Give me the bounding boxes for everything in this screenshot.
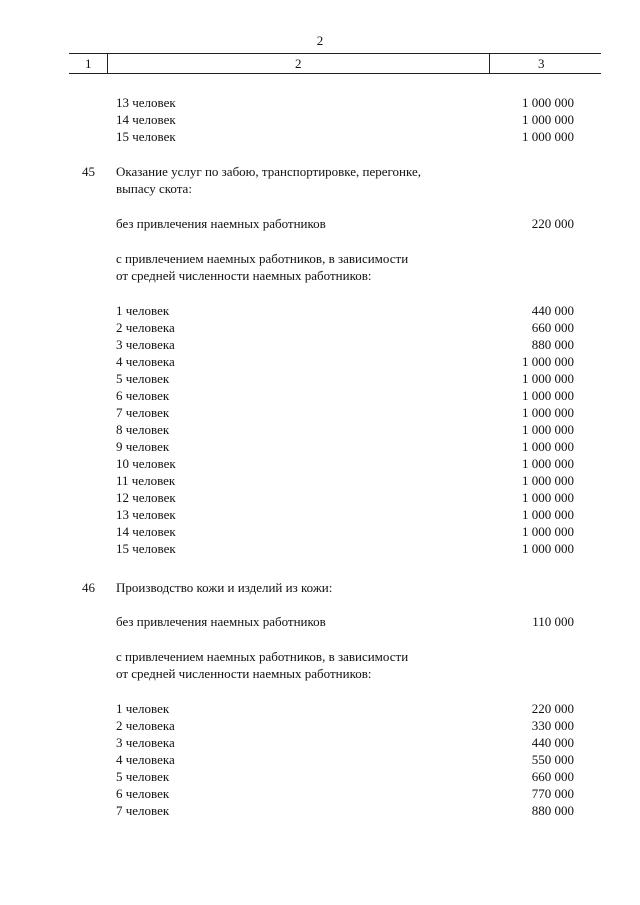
row-label: 11 человек — [116, 473, 176, 488]
row-label: 3 человека — [116, 337, 175, 352]
row-label: 4 человека — [116, 752, 175, 767]
row-amount: 1 000 000 — [522, 354, 574, 369]
row-amount: 1 000 000 — [522, 439, 574, 454]
header-top-rule — [69, 53, 601, 54]
row-label: 7 человек — [116, 803, 170, 818]
row-amount: 1 000 000 — [522, 371, 574, 386]
row-amount: 1 000 000 — [522, 507, 574, 522]
with-workers-text: с привлечением наемных работников, в зависимости — [116, 251, 409, 266]
row-amount: 440 000 — [531, 303, 574, 318]
page-number: 2 — [316, 33, 324, 48]
row-label: 2 человека — [116, 718, 175, 733]
cont-row-amount: 1 000 000 — [522, 112, 574, 127]
column-header — [69, 53, 601, 74]
cont-row-amount: 1 000 000 — [522, 129, 574, 144]
row-label: 6 человек — [116, 388, 170, 403]
no-workers-label: без привлечения наемных работников — [116, 216, 326, 231]
no-workers-amount: 220 000 — [531, 216, 574, 231]
header-divider-2 — [489, 53, 490, 74]
header-col-3: 3 — [538, 56, 545, 71]
row-label: 3 человека — [116, 735, 175, 750]
row-label: 1 человек — [116, 701, 170, 716]
header-col-1: 1 — [85, 56, 92, 71]
header-col-2: 2 — [295, 56, 302, 71]
row-amount: 1 000 000 — [522, 422, 574, 437]
row-label: 6 человек — [116, 786, 170, 801]
row-amount: 220 000 — [531, 701, 574, 716]
with-workers-text: от средней численности наемных работников: — [116, 666, 372, 681]
row-label: 10 человек — [116, 456, 176, 471]
row-label: 1 человек — [116, 303, 170, 318]
with-workers-text: с привлечением наемных работников, в зависимости — [116, 649, 409, 664]
no-workers-amount: 110 000 — [532, 614, 574, 629]
row-amount: 880 000 — [531, 337, 574, 352]
row-amount: 1 000 000 — [522, 473, 574, 488]
cont-row-label: 14 человек — [116, 112, 176, 127]
header-bottom-rule — [69, 73, 601, 74]
row-label: 2 человека — [116, 320, 175, 335]
header-divider-1 — [107, 53, 108, 74]
row-amount: 660 000 — [531, 320, 574, 335]
row-label: 7 человек — [116, 405, 170, 420]
cont-row-label: 13 человек — [116, 95, 176, 110]
row-label: 12 человек — [116, 490, 176, 505]
cont-row-label: 15 человек — [116, 129, 176, 144]
row-amount: 550 000 — [531, 752, 574, 767]
no-workers-label: без привлечения наемных работников — [116, 614, 326, 629]
row-amount: 330 000 — [531, 718, 574, 733]
row-amount: 1 000 000 — [522, 388, 574, 403]
row-amount: 1 000 000 — [522, 405, 574, 420]
row-label: 4 человека — [116, 354, 175, 369]
row-amount: 1 000 000 — [522, 541, 574, 556]
row-label: 9 человек — [116, 439, 170, 454]
item-title: Оказание услуг по забою, транспортировке, перегонке, — [116, 164, 422, 179]
cont-row-amount: 1 000 000 — [522, 95, 574, 110]
item-title: выпасу скота: — [116, 181, 192, 196]
row-amount: 770 000 — [531, 786, 574, 801]
row-amount: 1 000 000 — [522, 456, 574, 471]
row-label: 5 человек — [116, 769, 170, 784]
item-title: Производство кожи и изделий из кожи: — [116, 580, 333, 595]
item-number: 45 — [82, 164, 95, 179]
row-amount: 660 000 — [531, 769, 574, 784]
item-number: 46 — [82, 580, 95, 595]
row-label: 14 человек — [116, 524, 176, 539]
row-amount: 880 000 — [531, 803, 574, 818]
row-label: 5 человек — [116, 371, 170, 386]
with-workers-text: от средней численности наемных работников: — [116, 268, 372, 283]
row-amount: 440 000 — [531, 735, 574, 750]
row-amount: 1 000 000 — [522, 490, 574, 505]
row-label: 13 человек — [116, 507, 176, 522]
row-label: 15 человек — [116, 541, 176, 556]
row-label: 8 человек — [116, 422, 170, 437]
row-amount: 1 000 000 — [522, 524, 574, 539]
